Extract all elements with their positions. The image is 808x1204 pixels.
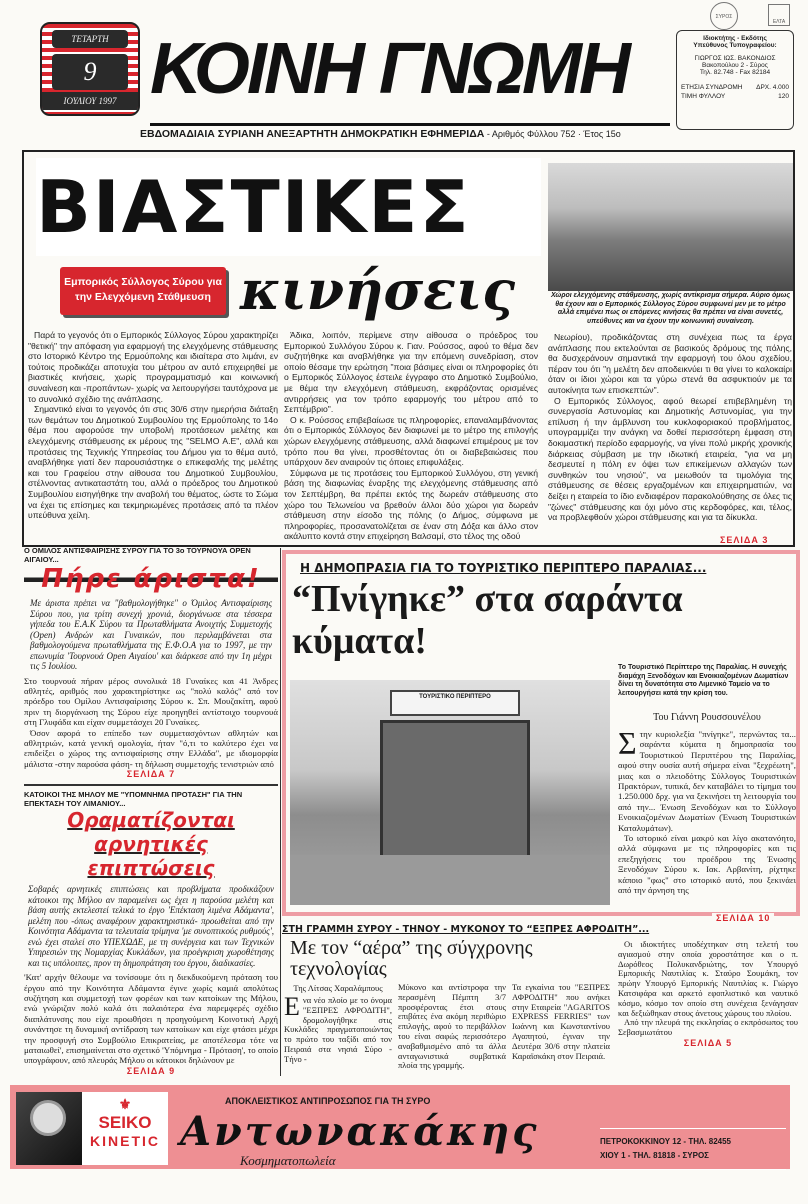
kiosk-continued-link[interactable]: ΣΕΛΙΔΑ 10 — [712, 913, 774, 923]
milos-story — [24, 784, 278, 1077]
date-box — [40, 22, 140, 116]
ad-address-2: ΧΙΟΥ 1 - ΤΗΛ. 81818 - ΣΥΡΟΣ — [600, 1151, 709, 1160]
paragraph: Στο τουρνουά πήραν μέρος συνολικά 18 Γυναίκες και 41 Άνδρες αθλητές, αριθμός που χαρακτηρίστηκε ως "πολύ καλός" από τον πρόεδρο του Ομίλου Αντισφαίρισης Σύρου κ. Σπ. Μουζακίτη, αφού πριν τη διοργάνωση της Σύρου είχε προηγηθεί αντίστοιχο τουρνουά στη Γλυφάδα και είχαν συμμετάσχει 20 Γυναίκες. — [24, 675, 278, 728]
drop-cap: Σ — [618, 725, 637, 761]
subscription-label: ΕΤΗΣΙΑ ΣΥΝΔΡΟΜΗ — [681, 84, 743, 91]
watch-image — [16, 1092, 82, 1165]
seiko-brand: SEIKO — [98, 1113, 152, 1132]
paragraph: Άδικα, λοιπόν, περίμενε στην αίθουσα ο πρόεδρος του Εμπορικού Συλλόγου Σύρου κ. Γιαν. Ρούσσος, αφού το θέμα δεν συζητήθηκε και αναβλήθηκε για την επόμενη συνεδρίαση, στον οποίο θέσαμε την ερώτηση "ποια βάσιμες είναι οι πληροφορίες ότι ο Εμπορικός Σύλλογος έστειλε έγγραφο στο Δημοτικό Συμβούλιο, με θέμα την ελεγχόμενη στάθμευση, εκφράζοντας ορισμένες αντιρρήσεις για τον τρόπο εφαρμογής του μέτρου από το Σεπτέμβριο". — [284, 330, 538, 415]
ad-addresses — [600, 1128, 786, 1170]
elta-logo: ΕΛΤΑ — [768, 4, 790, 26]
ferry-column-2: Μύκονο και αντίστροφα την περασμένη Πέμπτη 3/7 προσφέροντας έτσι στους επιβάτες ένα ακόμη περιθώριο επιλογής, αφού το περιβάλλον του είναι σαφώς περισσότερο αναβαθμισμένο από τα άλλα ανταγωνιστικά συμβατικά πλοία της γραμμής. — [398, 982, 506, 1071]
harbor-photo-caption: Χώροι ελεγχόμενης στάθμευσης, χωρίς αντίκρισμα σήμερα. Αύριο όμως θα έχουν και ο Εμπορικός Σύλλογος Σύρου συμφωνεί μεν με το μέτρο αλλά επιμένει πως οι επόμενες κινήσεις θα πρέπει να είναι συνετές, υπεύθυνες και να έχουν την κοινωνική συναίνεση. — [550, 292, 791, 325]
kiosk-byline: Του Γιάννη Ρουσσουνέλου — [653, 712, 761, 723]
paragraph: 'Κατ' αρχήν θέλουμε να τονίσουμε ότι η διεκδικούμενη πρόταση του έργου από την Κοινότητα Αδάμαντα έγινε χωρίς καμιά απολύτως συζήτηση και συμμετοχή των φορέων και των κατοίκων της Μήλου, ενώ γνώριζαν πολύ καλά ότι παλαιότερα ένα παρεμφερές σχέδιο διαπλάτυνσης που είχε προωθήσει η προηγούμενη Κοινοτική Αρχή συνάντησε τη δυναμική αντίδραση των κατοίκων και είχε φτάσει μέχρι την προσφυγή στο Συμβούλιο Επικρατείας, με αποτέλεσμα τότε να ματαιωθεί', επισημαίνεται στο σχετικό 'Υπόμνημα - Πρόταση', το οποίο υπογράφουν, από πλευράς Μήλου οι κάτοικοι δηλώνουν με — [24, 972, 278, 1066]
day-of-week: ΤΕΤΑΡΤΗ — [52, 30, 128, 48]
sports-story — [24, 546, 278, 780]
ferry-headline: Με τον “αέρα” της σύγχρονης τεχνολογίας — [290, 937, 533, 980]
ferry-column-1 — [284, 983, 392, 1065]
publisher-phone: Τηλ. 82.748 - Fax 82184 — [699, 69, 771, 76]
ferry-byline: Της Λίτσας Χαραλάμπους — [293, 983, 383, 993]
postmark-stamp: ΣΥΡΟΣ — [710, 2, 738, 30]
masthead-rule — [150, 123, 670, 126]
lead-column-1 — [28, 330, 278, 521]
milos-lede: Σοβαρές αρνητικές επιπτώσεις και προβλήματα προδικάζουν κάτοικοι της Μήλου αν παραμείνει ως έχει η παρούσα μελέτη και βάση αυτής εκτελεστεί τελικά το έργο 'Επέκταση λιμένα Αδάμαντα', μελέτη που -όπως αναφέρουν χαρακτηριστικά- προωθείται από την Κοινότητα Αδάμαντα τα τελευταία τρίμηνα 'με συνοπτικούς ρυθμούς', ενώ έχει σταλεί στο ΥΠΕΧΩΔΕ, με τη συνέργεια και των Τεχνικών Υπηρεσιών της Νομαρχίας Κυκλάδων, για προέγκριση χωροθέτησης και τις υπόλοιπες, προν τη δημοπράτηση του έργου, διαδικασίες. — [28, 884, 274, 968]
watch-icon — [30, 1100, 66, 1136]
ad-tagline: ΑΠΟΚΛΕΙΣΤΙΚΟΣ ΑΝΤΙΠΡΟΣΩΠΟΣ ΓΙΑ ΤΗ ΣΥΡΟ — [225, 1096, 431, 1106]
paragraph-text: να νέο πλοίο με το όνομα "ΕΞΠΡΕΣ ΑΦΡΟΔΙΤΗ", δρομολογήθηκε στις Κυκλάδες πραγματοποιώντας το πρώτο του ταξίδι από τον Πειραιά στα νησιά Σύρο - Τήνο - — [284, 995, 392, 1064]
publisher-address: Βακοπούλου 2 - Σύρος — [702, 62, 768, 69]
paragraph — [618, 725, 796, 833]
paragraph: Το ιστορικό είναι μακρύ και λίγο ακατανόητο, αλλά σύμφωνα με τις πληροφορίες και τις επεξηγήσεις του προέδρου της Ένωσης Ξενοδόχων Σύρου κ. Ιακ. Αρβανίτη, ρίχτηκε κάποιο "φως" στο ιστορικό αυτό, που ξεκινάει από την άρνηση της — [618, 833, 796, 896]
month-year: ΙΟΥΛΙΟΥ 1997 — [42, 92, 138, 110]
ferry-column-4 — [618, 940, 798, 1048]
milos-continued-link[interactable]: ΣΕΛΙΔΑ 9 — [126, 1065, 176, 1076]
subscription-price: ΔΡΧ. 4.000 — [756, 84, 789, 91]
drop-cap: Ε — [284, 992, 300, 1021]
issue-price-label: ΤΙΜΗ ΦΥΛΛΟΥ — [681, 93, 726, 100]
left-column — [24, 546, 278, 1077]
sports-continued-link[interactable]: ΣΕΛΙΔΑ 7 — [126, 769, 176, 780]
paragraph: Ο Εμπορικός Σύλλογος, αφού θεωρεί επιβεβλημένη τη συνεργασία Αστυνομίας και Δημοτικής Αστυνομίας, για την επίλυση ή την άμβλυνση του κυκλοφοριακού προβλήματος, υπογραμμίζει την ανάγκη να δοθεί περισσότερη έμφαση στη δοκιμαστική περίοδο εφαρμογής, να γίνει πολύ μικρής χρονικής διάρκειας σύμβαση με την ιδιωτική εταιρεία, "για να μη δεσμευτεί η πόλη εν όψει των επικείμενων αλλαγών των συνθηκών του νησιού", να μειωθούν τα τιμολόγια της στάθμευσης σε θέσεις εργαζομένων και επιχειρηματιών, να δείξει η εταιρεία το ίδιο ενδιαφέρον παρακολούθησης σε όλες τις "ζώνες" στάθμευσης και όχι μόνο στις κερδοφόρες, και, τέλος, να προβλεφθούν χώροι στάθμευσης και για τα δίκυκλα. — [548, 395, 792, 523]
kinetic-brand: KINETIC — [90, 1133, 160, 1149]
paragraph: Παρά το γεγονός ότι ο Εμπορικός Σύλλογος Σύρου χαρακτηρίζει "θετική" την απόφαση για εφαρμογή της ελεγχόμενης στάθμευσης στο Ιστορικό Κέντρο της Ερμούπολης και ιδιαίτερα στο λιμάνι, εν τούτοις προδικάζει αποτυχία του μέτρου αν αυτό επιχειρηθεί με βιαστικές κινήσεις, χωρίς προγραμματισμό και κοινωνική συναίνεση και -προπάντων- χωρίς να λειτουργήσει ταυτόχρονα με το συνολικό σχέδιο της ανάπλασης. — [28, 330, 278, 404]
paragraph-text: την κυριολεξία "πνίγηκε", περνώντας τα... σαράντα κύματα η δημοπρασία του Τουριστικού Περιπτέρου της Παραλίας, αφού στην ουσία αυτή σήμερα είναι "ξεχρέωτη", μιας και ο πλειοδότης Σύλλογος Τουριστικών Πρακτόρων, τυπικά, δεν καταβάλει το τίμημα του 1.250.000 δρχ. για να ξεκινήσει τη λειτουργία του από την... Ένωση Ξενοδόχων και το Σύλλογο Ενοικιαζομένων Δωματίων (Ένωση Τουριστικών Καταλυμάτων). — [618, 729, 796, 833]
harbor-photo — [548, 163, 793, 291]
paragraph — [284, 992, 392, 1065]
kiosk-sign: ΤΟΥΡΙΣΤΙΚΟ ΠΕΡΙΠΤΕΡΟ — [390, 690, 520, 716]
lead-column-2 — [284, 330, 538, 542]
sports-kicker: Ο ΟΜΙΛΟΣ ΑΝΤΙΣΦΑΙΡΙΣΗΣ ΣΥΡΟΥ ΓΙΑ ΤΟ 3ο ΤΟΥΡΝΟΥΑ OPEN ΑΙΓΑΙΟΥ... — [24, 546, 251, 564]
ferry-continued-link[interactable]: ΣΕΛΙΔΑ 5 — [683, 1037, 733, 1048]
kiosk-kicker: Η ΔΗΜΟΠΡΑΣΙΑ ΓΙΑ ΤΟ ΤΟΥΡΙΣΤΙΚΟ ΠΕΡΙΠΤΕΡΟ ΠΑΡΑΛΙΑΣ... — [300, 561, 707, 575]
milos-headline-second: επιπτώσεις — [87, 856, 215, 881]
kiosk-article — [618, 712, 796, 896]
milos-kicker: ΚΑΤΟΙΚΟΙ ΤΗΣ ΜΗΛΟΥ ΜΕ "ΥΠΟΜΝΗΜΑ ΠΡΟΤΑΣΗ" ΓΙΑ ΤΗΝ ΕΠΕΚΤΑΣΗ ΤΟΥ ΛΙΜΑΝΙΟΥ... — [24, 790, 243, 809]
milos-headline: Οραματίζονται αρνητικές — [67, 808, 235, 857]
subtitle-text: ΕΒΔΟΜΑΔΙΑΙΑ ΣΥΡΙΑΝΗ ΑΝΕΞΑΡΤΗΤΗ ΔΗΜΟΚΡΑΤΙΚΗ ΕΦΗΜΕΡΙΔΑ — [140, 128, 485, 140]
ferry-kicker: ΣΤΗ ΓΡΑΜΜΗ ΣΥΡΟΥ - ΤΗΝΟΥ - ΜΥΚΟΝΟΥ ΤΟ “ΕΞΠΡΕΣ ΑΦΡΟΔΙΤΗ”... — [282, 924, 650, 935]
lead-column-3 — [548, 332, 792, 523]
masthead-title: ΚΟΙΝΗ ΓΝΩΜΗ — [150, 29, 628, 109]
masthead-subtitle — [140, 128, 621, 140]
paragraph: Ο κ. Ρούσσος επιβεβαίωσε τις πληροφορίες, επαναλαμβάνοντας ότι ο Εμπορικός Σύλλογος δεν διαφωνεί με το μέτρο της επιλογής χώρων ελεγχόμενης στάθμευσης, αλλά διαφωνεί επιμέρους με τον τρόπο που θα γίνει, προσθέτοντας ότι οι διαβεβαιώσεις που υπάρχουν δεν αναιρούν τις όποιες επιφυλάξεις. — [284, 414, 538, 468]
ferry-column-3: Τα εγκαίνια του "ΕΞΠΡΕΣ ΑΦΡΟΔΙΤΗ" που ανήκει στην Εταιρεία "AGARITOS EXPRESS FERRIES" των Ιωάννη και Κωνσταντίνου Αγαπητού, έγιναν την Δευτέρα 30/6 στην πλατεία Καραϊσκάκη στον Πειραιά. — [512, 982, 610, 1061]
sports-headline: Πήρε άριστα! — [24, 564, 278, 594]
lead-continued-link[interactable]: ΣΕΛΙΔΑ 3 — [720, 535, 769, 545]
column-divider — [280, 548, 281, 1076]
ad-address-1: ΠΕΤΡΟΚΟΚΚΙΝΟΥ 12 - ΤΗΛ. 82455 — [600, 1137, 732, 1146]
paragraph: Σημαντικό είναι το γεγονός ότι στις 30/6 στην ημερήσια διάταξη των θεμάτων του Δημοτικού Συμβουλίου της Ερμούπολης το 14ο θέμα που αφορούσε την υποβολή προτάσεων μελέτης και ελεγχόμενης στάθμευσης εκ μέρους της "SELMO A.E", αλλά και προτάσεις της Τεχνικής Υπηρεσίας του Δήμου για το θέμα αυτό, αναβλήθηκε γιατί δεν παρουσιάστηκε ο επικεφαλής της μελέτης και του Γραφείου στην αίθουσα του Δημοτικού Συμβουλίου, στέλνοντας αντικαταστάτη του, αλλά ο πρόεδρος του Δημοτικού Συμβουλίου εισηγήθηκε την αναβολή του θέματος, ώστε το Σώμα να έχει τις επίσημες και τεκμηριωμένες προτάσεις από τα πλέον υπεύθυνα χείλη. — [28, 404, 278, 521]
publisher-info-box — [676, 30, 794, 130]
issue-number: - Αριθμός Φύλλου 752 · Έτος 15ο — [484, 129, 621, 139]
ad-store-name: Αντωνακάκης — [180, 1108, 540, 1155]
kiosk-headline: “Πνίγηκε” στα σαράντα κύματα! — [292, 578, 683, 662]
sports-lede: Με άριστα πρέπει να "βαθμολογήθηκε" ο Όμιλος Αντισφαίρισης Σύρου που, για τρίτη συνεχή χρονιά, διοργάνωσε στα τέσσερα γήπεδα του Ε.Α.Κ Σύρου τα Πρωταθλήματα Ανοιχτής Συμμετοχής (Open) Ανδρών και Γυναικών, που περιλαμβάνεται στα βαθμολογούμενα πρωταθλήματα της Ε.Φ.Ο.Α για το 1997, με την επωνυμία 'Τουρνουά Open Αιγαίου' και διάρκεσε από την 1η μέχρι τις 5 Ιουλίου. — [30, 598, 272, 671]
kiosk-photo-caption: Το Τουριστικό Περίπτερο της Παραλίας. Η συνεχής διαμάχη Ξενοδόχων και Ενοικιαζομένων Δωματίων δίνει τη δυνατότητα στο Λιμενικό Ταμείο να το λειτουργήσει κατά την κρίση του. — [618, 664, 789, 697]
paragraph: Νεωρίου), προδικάζοντας στη συνέχεια πως τα έργα ανάπλασης που εκτελούνται σε βασικούς δρόμους της πόλης, θα δυσχεράνουν σημαντικά την εφαρμογή του όλου σχεδίου, πέραν του ότι "η μελέτη δεν αποδεικνύει τι θα γίνει το καλοκαίρι όταν οι ίδιοι χώροι και τα γύρω στενά θα ασφυκτιούν με τα αυτοκίνητα των επισκεπτών". — [548, 332, 792, 395]
paragraph: Σύμφωνα με τις προτάσεις του Εμπορικού Συλλόγου, στη γενική βάση της διαφωνίας έναρξης της ελεγχόμενης στάθμευσης από τον Σεπτέμβρη, θα πρέπει εκτός της δωρεάν στάθμευσης στο χώρο του Τελωνείου να βρεθούν άλλοι δύο χώροι για δωρεάν στάθμευση στην είσοδο της πόλης (ο Δήμος, σύμφωνα με πληροφορίες, προσανατολίζεται σε έναν στη Δόξα και άλλο στον ακάλυπτο κοντά στην επιχείρηση Βαλσαμί, στο τέλος της οδού — [284, 467, 538, 542]
pavement — [290, 855, 610, 905]
paragraph: Οι ιδιοκτήτες υποδέχτηκαν στη τελετή του αγιασμού στην οποία χοροστάτησε και ο π. Δωρόθεος Πολυκανδριώτης, τον Υπουργό Εμπορικής Ναυτιλίας κ. Σταύρο Σουμάκη, τον πρώην Υπουργό Εμπορικής Ναυτιλίας κ. Γιώργο Κατσιφάρα και αρκετό εφοπλιστικό και ναυτικό κόσμο, κόσμο τον οποίο στη συνέχεια ξενάγησαν και δεξιώθηκαν στους άνετους χώρους του πλοίου. — [618, 939, 798, 1018]
paragraph: Όσον αφορά το επίπεδο των συμμετασχόντων αθλητών και αθλητριών, κατά γενική ομολογία, ήταν "ό,τι το καλύτερο έχει να επιδείξει ο χώρος της αντισφαίρισης στην Ελλάδα", με ιδιομορφία μάλιστα -στην παρούσα φάση- τη δήλωση συμμετοχής τενιστριών από — [24, 727, 278, 769]
printer-label: Υπεύθυνος Τυπογραφείου: — [693, 42, 777, 49]
publisher-label: Ιδιοκτήτης - Εκδότης — [703, 35, 767, 42]
seiko-logo — [82, 1092, 168, 1165]
seiko-emblem-icon: ⚜ — [118, 1096, 132, 1112]
day-number: 9 — [52, 54, 128, 90]
kiosk-structure — [380, 720, 530, 870]
ad-store-type: Κοσμηματοπωλεία — [240, 1153, 336, 1168]
lead-headline: ΒΙΑΣΤΙΚΕΣ — [36, 158, 541, 256]
paragraph: Από την πλευρά της εκκλησίας ο εκπρόσωπος του Σεβασμιωτάτου — [618, 1017, 798, 1038]
lead-topic-box: Εμπορικός Σύλλογος Σύρου για την Ελεγχόμενη Στάθμευση — [60, 267, 226, 315]
lead-headline-second: κινήσεις — [240, 258, 515, 322]
publisher-name: ΓΙΩΡΓΟΣ ΙΩΣ. ΒΑΚΟΝΔΙΟΣ — [694, 55, 776, 62]
issue-price: 120 — [778, 93, 789, 100]
